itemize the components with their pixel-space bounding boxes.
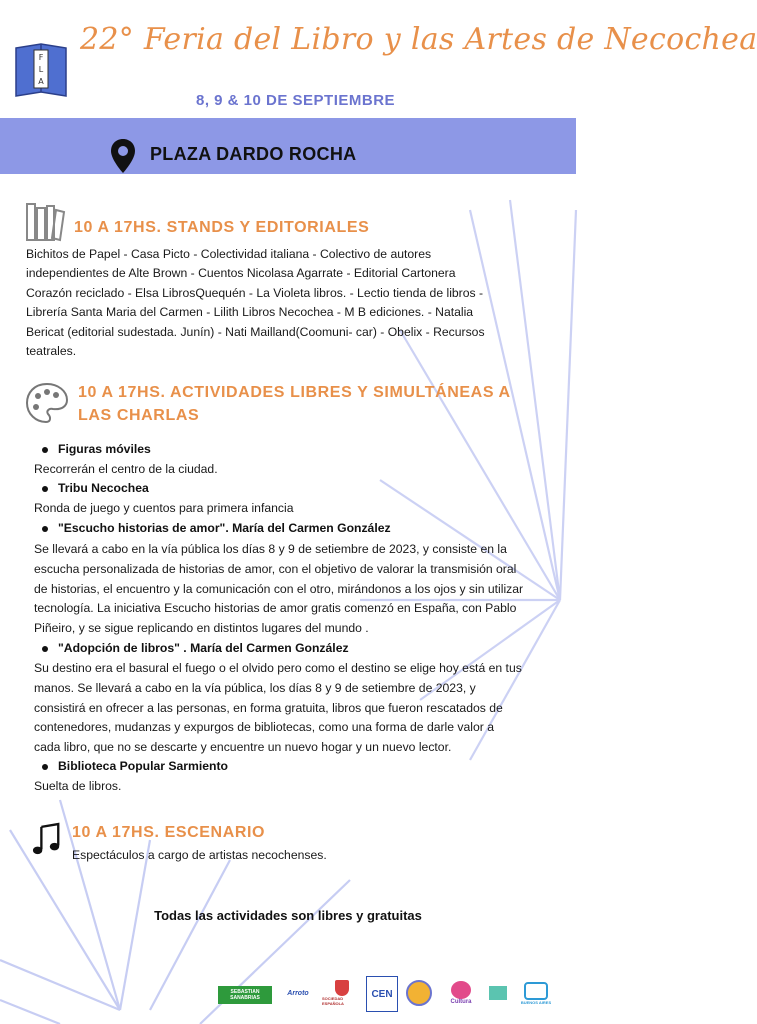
crest-icon: [335, 980, 349, 996]
activity-title-escucho: "Escucho historias de amor". María del Carmen González: [58, 521, 391, 535]
sponsor-logo: [486, 976, 510, 1010]
stage-heading: 10 A 17HS. ESCENARIO: [72, 824, 266, 841]
activity-text-tribu: Ronda de juego y cuentos para primera infancia: [34, 501, 294, 515]
emblem-icon: [524, 982, 548, 1000]
stage-text: Espectáculos a cargo de artistas necochenses.: [72, 848, 327, 862]
paragraph-line: cada libro, que no se descarte y encuentre un nuevo hogar y un nuevo lector.: [34, 740, 452, 755]
activity-title-biblioteca: Biblioteca Popular Sarmiento: [58, 759, 228, 773]
sponsor-logo: [366, 976, 398, 1012]
location-name: PLAZA DARDO ROCHA: [150, 144, 357, 164]
free-activities-note: Todas las actividades son libres y gratuitas: [154, 908, 422, 923]
svg-text:A: A: [38, 77, 44, 86]
sponsor-label: BUENOS AIRES: [520, 999, 552, 1005]
activity-text-figuras: Recorrerán el centro de la ciudad.: [34, 462, 218, 476]
stands-list: [26, 245, 540, 361]
sponsor-label: Cultura: [450, 999, 472, 1005]
paragraph-line: manos. Se llevará a cabo en la vía pública, los días 8 y 9 de setiembre de 2023, y: [34, 680, 476, 695]
sponsor-logo: [404, 976, 434, 1010]
paragraph-line: Se llevará a cabo en la vía pública los días 8 y 9 de setiembre de 2023, y consiste en la: [34, 542, 507, 556]
activity-text-adopcion: [34, 659, 546, 758]
paragraph-line: tecnología. La iniciativa Escucho historias de amor gratis comenzó en España, con Pablo: [34, 601, 517, 616]
sponsor-logo: [218, 986, 272, 1004]
activity-title-adopcion: "Adopción de libros" . María del Carmen González: [58, 641, 349, 655]
page-title: 22° Feria del Libro y las Artes de Necochea: [80, 22, 757, 57]
sponsor-logo: [514, 976, 558, 1010]
emblem-icon: [451, 981, 471, 999]
activity-title-figuras: Figuras móviles: [58, 442, 151, 456]
location-pin-icon: [110, 138, 136, 174]
sponsor-label: SEBASTIAN SANABRIAS: [230, 989, 260, 1001]
sponsor-label: SOCIEDAD ESPAÑOLA: [322, 996, 344, 1006]
books-icon: [24, 200, 68, 244]
paragraph-line: Piñeiro, y se sigue replicando en distintos lugares del mundo .: [34, 621, 369, 636]
sponsor-logos: [218, 976, 558, 1014]
event-dates: 8, 9 & 10 DE SEPTIEMBRE: [196, 92, 396, 109]
paragraph-line: escucha personalizada de historias de amor, con el objetivo de valorar la transmisión oral: [34, 561, 517, 576]
stands-line: independientes de Alte Brown - Cuentos Nicolasa Agarrate - Editorial Cartonera: [26, 266, 456, 281]
paragraph-line: Su destino era el basural el fuego o el olvido pero como el destino se elige hoy está en tus: [34, 661, 522, 675]
svg-text:L: L: [38, 65, 44, 74]
svg-text:F: F: [38, 53, 44, 62]
palette-icon: [24, 380, 70, 426]
sponsor-label: Arroto: [287, 989, 309, 997]
stands-line: Bericat (editorial sudestada. Junín) - Nati Mailland(Coomuni- car) - Obelix - Recursos: [26, 324, 485, 339]
emblem-icon: [489, 986, 507, 1000]
activities-heading-line2: LAS CHARLAS: [78, 407, 200, 424]
book-logo-icon: [10, 40, 72, 102]
sponsor-logo: [444, 976, 478, 1010]
sponsor-logo: [322, 976, 362, 1010]
stands-line: Bichitos de Papel - Casa Picto - Colectividad italiana - Colectivo de autores: [26, 247, 432, 261]
paragraph-line: de historias, el encuentro y la comunicación con el otro, mirándonos a los ojos y sin utilizar: [34, 581, 524, 596]
activity-text-escucho: [34, 540, 546, 639]
sponsor-logo: [280, 976, 316, 1010]
stands-line: Librería Santa Maria del Carmen - Lilith Libros Necochea - M B ediciones. - Natalia: [26, 305, 474, 320]
emblem-icon: [406, 980, 432, 1006]
stands-line: teatrales.: [26, 344, 77, 359]
stands-heading: 10 A 17HS. STANDS Y EDITORIALES: [74, 219, 370, 236]
activity-title-tribu: Tribu Necochea: [58, 481, 149, 495]
paragraph-line: contenedores, mudanzas y expurgos de bibliotecas, como una forma de darle valor a: [34, 720, 495, 735]
activities-heading-line1: 10 A 17HS. ACTIVIDADES LIBRES Y SIMULTÁNEAS A: [78, 384, 511, 401]
paragraph-line: consistirá en ofrecer a las personas, en forma gratuita, libros que fueron rescatados de: [34, 700, 503, 715]
music-note-icon: [32, 823, 62, 857]
stands-line: Corazón reciclado - Elsa LibrosQuequén - La Violeta libros. - Lectio tienda de libros -: [26, 285, 484, 300]
activity-text-biblioteca: Suelta de libros.: [34, 779, 122, 793]
sponsor-label: CEN: [371, 988, 393, 1000]
